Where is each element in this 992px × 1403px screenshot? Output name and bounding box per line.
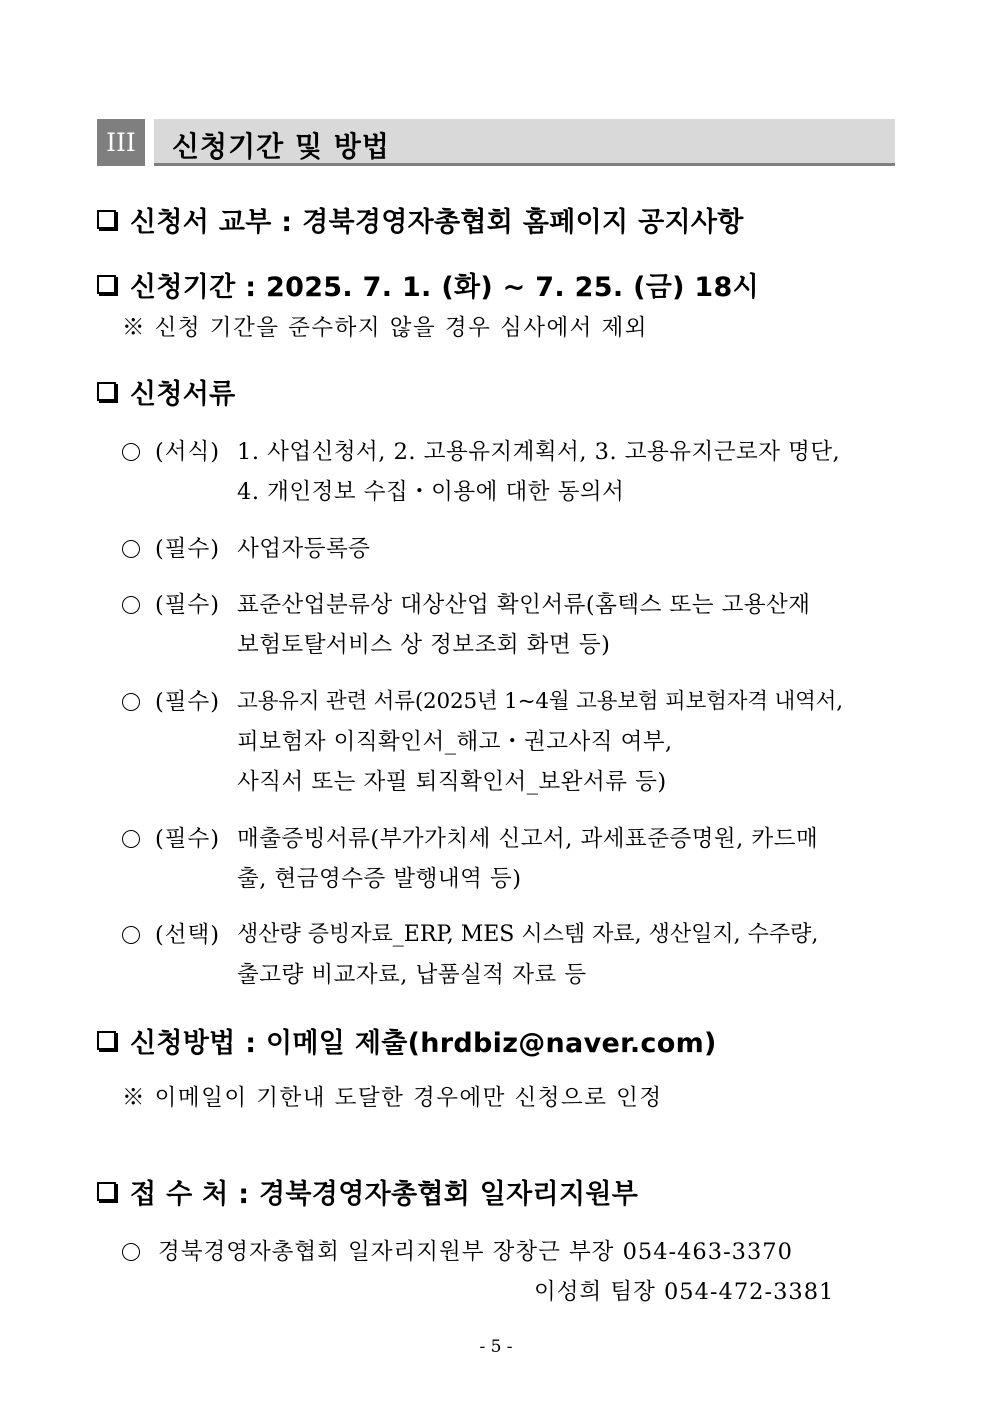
document-line: 사업자등록증 [237,536,371,562]
heading-documents: 신청서류 [97,372,236,411]
heading-application-form: 신청서 교부 : 경북경영자총협회 홈페이지 공지사항 [97,200,744,239]
section-header [97,119,895,166]
page-number: - 5 - [479,1337,513,1357]
circle-bullet-icon [122,443,140,461]
heading-reception: 접 수 처 : 경북경영자총협회 일자리지원부 [97,1172,638,1211]
document-line: 출고량 비교자료, 납품실적 자료 등 [237,962,587,988]
document-line: 1. 사업신청서, 2. 고용유지계획서, 3. 고용유지근로자 명단, [237,439,841,465]
document-line: 출, 현금영수증 발행내역 등) [237,866,522,892]
document-tag: (필수) [155,826,221,852]
checkbox-bullet-icon [97,210,116,229]
document-line: 피보험자 이직확인서_해고・권고사직 여부, [237,729,673,755]
circle-bullet-icon [122,540,140,558]
document-line: 표준산업분류상 대상산업 확인서류(홈텍스 또는 고용산재 [237,592,811,618]
circle-bullet-icon [122,596,140,614]
checkbox-bullet-icon [97,382,116,401]
note-period: ※ 신청 기간을 준수하지 않을 경우 심사에서 제외 [122,315,649,341]
checkbox-bullet-icon [97,1182,116,1201]
contact-line-1: 경북경영자총협회 일자리지원부 장창근 부장 054-463-3370 [158,1239,793,1265]
circle-bullet-icon [122,1243,140,1261]
document-tag: (필수) [155,536,221,562]
document-line: 생산량 증빙자료_ERP, MES 시스템 자료, 생산일지, 수주량, [237,922,819,947]
section-title-box [154,119,895,166]
contact-line-2: 이성희 팀장 054-472-3381 [534,1279,835,1305]
document-line: 매출증빙서류(부가가치세 신고서, 과세표준증명원, 카드매 [237,826,819,852]
document-tag: (서식) [155,439,221,465]
section-number: III [97,119,145,166]
heading-method: 신청방법 : 이메일 제출(hrdbiz@naver.com) [97,1021,717,1060]
document-tag: (선택) [155,922,221,948]
document-line: 4. 개인정보 수집・이용에 대한 동의서 [237,479,625,505]
document-line: 사직서 또는 자필 퇴직확인서_보완서류 등) [237,769,667,795]
note-email: ※ 이메일이 기한내 도달한 경우에만 신청으로 인정 [122,1085,663,1111]
checkbox-bullet-icon [97,1031,116,1050]
document-line: 고용유지 관련 서류(2025년 1~4월 고용보험 피보험자격 내역서, [237,689,843,714]
circle-bullet-icon [122,830,140,848]
circle-bullet-icon [122,693,140,711]
section-title: 신청기간 및 방법 [172,130,390,163]
circle-bullet-icon [122,926,140,944]
document-tag: (필수) [155,689,221,715]
document-line: 보험토탈서비스 상 정보조회 화면 등) [237,632,611,658]
checkbox-bullet-icon [97,275,116,294]
document-tag: (필수) [155,592,221,618]
heading-application-period: 신청기간 : 2025. 7. 1. (화) ~ 7. 25. (금) 18시 [97,265,759,304]
